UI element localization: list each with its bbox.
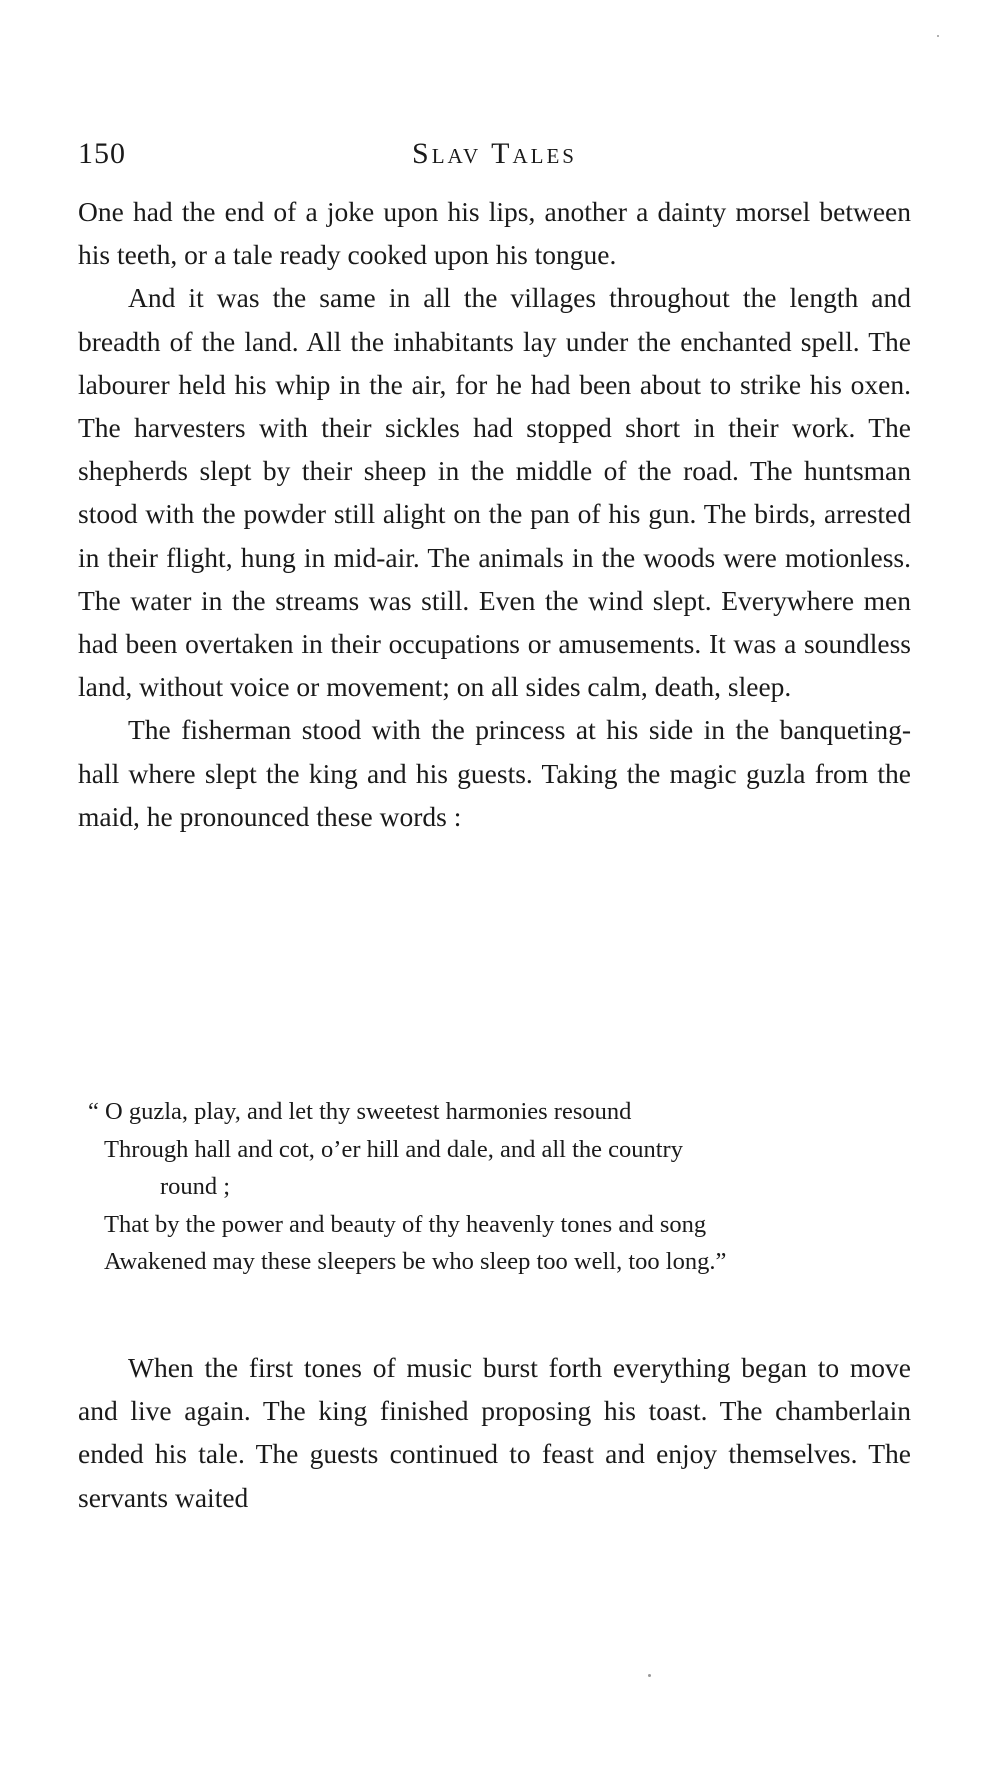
paragraph: And it was the same in all the villages throughout the length and breadth of the land. All the inhabitants lay under the enchanted spell. The labourer held his whip in the air, for he had been about to strike his oxen. The harvesters with their sickles had stopped short in their work. The shepherds slept by their sheep in the middle of the road. The huntsman stood with the powder still alight on the pan of his gun. The birds, arrested in their flight, hung in mid-air. The animals in the woods were motionless. The water in the streams was still. Even the wind slept. Everywhere men had been overtaken in their occupations or amusements. It was a soundless land, without voice or movement; on all sides calm, death, sleep. xyxy=(78,282,911,703)
verse-line-continuation: round ; xyxy=(160,1173,231,1200)
verse-line: “ O guzla, play, and let thy sweetest harmonies resound xyxy=(88,1098,632,1125)
paragraph: The fisherman stood with the princess at his side in the banqueting-hall where slept the king and his guests. Taking the magic guzla from the maid, he pronounced these words : xyxy=(78,714,911,832)
running-title: Slav Tales xyxy=(412,137,577,170)
page-number: 150 xyxy=(78,137,126,170)
paragraph: When the first tones of music burst forth everything began to move and live again. The king finished proposing his toast. The chamberlain ended his tale. The guests continued to feast and enjoy themselves. The servants waited xyxy=(78,1352,911,1513)
paper-speck xyxy=(937,35,939,37)
paragraph: One had the end of a joke upon his lips, another a dainty morsel between his teeth, or a tale ready cooked upon his tongue. xyxy=(78,196,911,271)
verse-line: Through hall and cot, o’er hill and dale, and all the country xyxy=(104,1135,683,1163)
verse-line: That by the power and beauty of thy heavenly tones and song xyxy=(104,1210,707,1238)
closing-text xyxy=(78,1346,911,1519)
running-header xyxy=(78,137,911,177)
paper-speck xyxy=(648,1674,651,1677)
verse-block xyxy=(88,1093,911,1281)
body-text xyxy=(78,190,911,838)
verse-line: Awakened may these sleepers be who sleep too well, too long.” xyxy=(104,1248,727,1275)
